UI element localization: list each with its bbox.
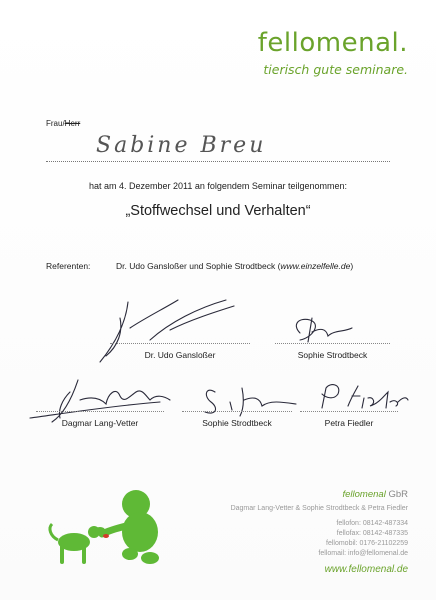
moss-mascot-image bbox=[32, 476, 172, 580]
intro-text: hat am 4. Dezember 2011 an folgendem Seminar teilgenommen: bbox=[89, 181, 347, 191]
footer-website: www.fellomenal.de bbox=[324, 564, 408, 575]
signature-line-ganslosser bbox=[110, 343, 250, 344]
footer-partners: Dagmar Lang-Vetter & Sophie Strodtbeck & Petra Fiedler bbox=[230, 505, 408, 512]
footer-mobile: fellomobil: 0176-21102259 bbox=[326, 540, 408, 547]
participant-name: Sabine Breu bbox=[96, 133, 267, 158]
signature-line-strodtbeck-2 bbox=[182, 411, 292, 412]
speakers-label: Referenten: bbox=[46, 261, 91, 271]
brand-tagline: tierisch gute seminare. bbox=[263, 62, 408, 77]
footer-company bbox=[343, 489, 409, 500]
speakers-names: Dr. Udo Gansloßer und Sophie Strodtbeck ( bbox=[116, 261, 281, 271]
signature-fiedler bbox=[322, 385, 408, 408]
footer-contact-block bbox=[318, 519, 408, 559]
footer-email: fellomail: info@fellomenal.de bbox=[318, 550, 408, 557]
signature-label-fiedler: Petra Fiedler bbox=[324, 418, 374, 428]
signature-line-fiedler bbox=[300, 411, 398, 412]
speakers-closing: ) bbox=[350, 261, 354, 271]
footer-fax: fellofax: 08142-487335 bbox=[336, 530, 408, 537]
footer-phone: fellofon: 08142-487334 bbox=[336, 520, 408, 527]
signature-label-strodtbeck-1: Sophie Strodtbeck bbox=[297, 350, 368, 360]
footer-company-suffix: GbR bbox=[385, 489, 408, 500]
signature-label-ganslosser: Dr. Udo Gansloßer bbox=[144, 350, 216, 360]
speakers-website: www.einzelfelle.de bbox=[280, 261, 351, 271]
signature-line-lang-vetter bbox=[36, 411, 164, 412]
brand-logo: fellomenal. bbox=[257, 28, 408, 58]
salutation-struck: Herr bbox=[64, 119, 81, 128]
footer-company-name: fellomenal bbox=[342, 489, 386, 500]
seminar-title: „Stoffwechsel und Verhalten“ bbox=[125, 203, 311, 219]
signature-label-strodtbeck-2: Sophie Strodtbeck bbox=[202, 418, 272, 428]
signature-lang-vetter bbox=[30, 380, 170, 422]
signature-label-lang-vetter: Dagmar Lang-Vetter bbox=[61, 418, 139, 428]
signature-line-strodtbeck-1 bbox=[275, 343, 390, 344]
signature-strodtbeck-1 bbox=[296, 318, 352, 342]
salutation-kept: Frau/ bbox=[46, 119, 65, 128]
